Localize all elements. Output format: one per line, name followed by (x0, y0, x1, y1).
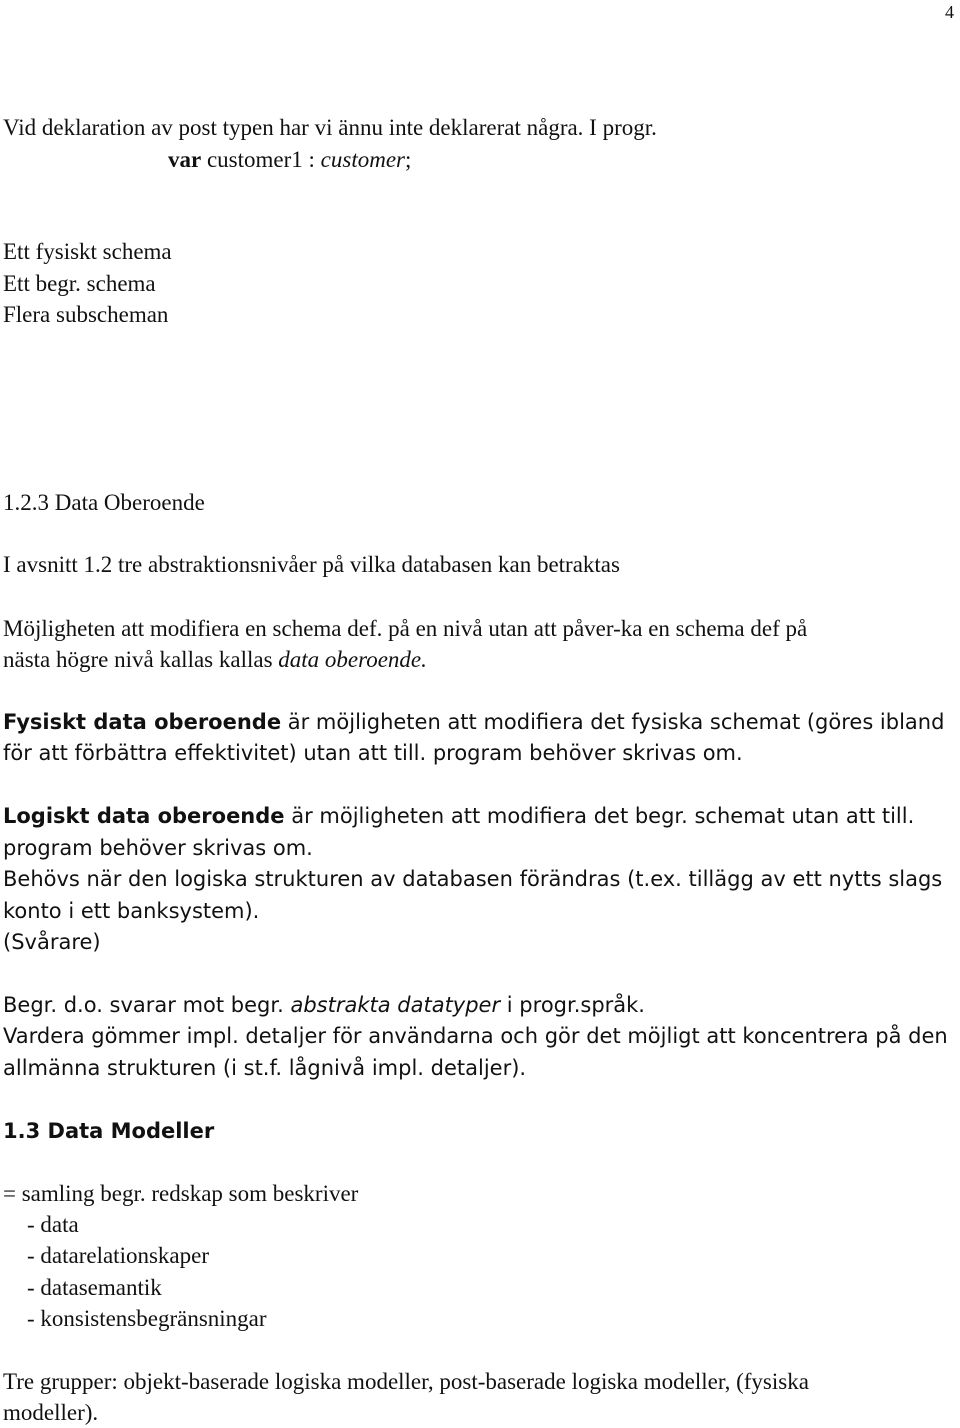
physical-independence (3, 707, 944, 738)
definition-text: nästa högre nivå kallas kallas (3, 647, 279, 672)
code-line (168, 144, 411, 175)
groups-line: modeller). (3, 1400, 99, 1425)
logical-text-line: program behöver skrivas om. (3, 836, 313, 860)
schema-item: Ett begr. schema (3, 271, 156, 296)
schema-item: Flera subscheman (3, 302, 169, 327)
logical-text-line: (Svårare) (3, 930, 101, 954)
logical-text-line: konto i ett banksystem). (3, 899, 260, 923)
schema-item: Ett fysiskt schema (3, 239, 172, 264)
code-type: customer (320, 147, 405, 172)
definition-line: Möjligheten att modifiera en schema def. på en nivå utan att påver-ka en schema def på (3, 616, 808, 641)
logical-independence (3, 801, 914, 832)
list-item: - datasemantik (27, 1275, 162, 1300)
code-end: ; (405, 147, 412, 172)
logical-text: är möjligheten att modifiera det begr. schemat utan att till. (284, 804, 915, 828)
physical-text: är möjligheten att modifiera det fysiska schemat (göres ibland (281, 710, 945, 734)
datamodel-definition: = samling begr. redskap som beskriver (3, 1181, 359, 1206)
definition-term: data oberoende. (278, 647, 427, 672)
section-heading-13: 1.3 Data Modeller (3, 1119, 215, 1143)
list-item: - datarelationskaper (27, 1243, 209, 1268)
logical-text-line: Behövs när den logiska strukturen av databasen förändras (t.ex. tillägg av ett nytts slags (3, 867, 943, 891)
list-item: - data (27, 1212, 79, 1237)
declaration-text: Vid deklaration av post typen har vi ännu inte deklarerat några. I progr. (3, 115, 657, 140)
abstract-term: abstrakta datatyper (290, 993, 501, 1017)
abstract-text: i progr.språk. (500, 993, 645, 1017)
abstract-text: Begr. d.o. svarar mot begr. (3, 993, 291, 1017)
section-heading-123: 1.2.3 Data Oberoende (3, 490, 205, 515)
code-var: customer1 : (201, 147, 321, 172)
physical-text-line: för att förbättra effektivitet) utan att till. program behöver skrivas om. (3, 741, 743, 765)
code-keyword: var (168, 147, 202, 172)
logical-term: Logiskt data oberoende (3, 804, 285, 828)
abstract-line (3, 990, 645, 1021)
groups-line: Tre grupper: objekt-baserade logiska modeller, post-baserade logiska modeller, (fysiska (3, 1369, 809, 1394)
section-intro: I avsnitt 1.2 tre abstraktionsnivåer på vilka databasen kan betraktas (3, 552, 620, 577)
abstract-line: allmänna strukturen (i st.f. lågnivå impl. detaljer). (3, 1056, 527, 1080)
abstract-line: Vardera gömmer impl. detaljer för användarna och gör det möjligt att koncentrera på den (3, 1024, 948, 1048)
definition-line (3, 644, 427, 675)
physical-term: Fysiskt data oberoende (3, 710, 282, 734)
page-number: 4 (945, 2, 954, 22)
list-item: - konsistensbegränsningar (27, 1306, 267, 1331)
